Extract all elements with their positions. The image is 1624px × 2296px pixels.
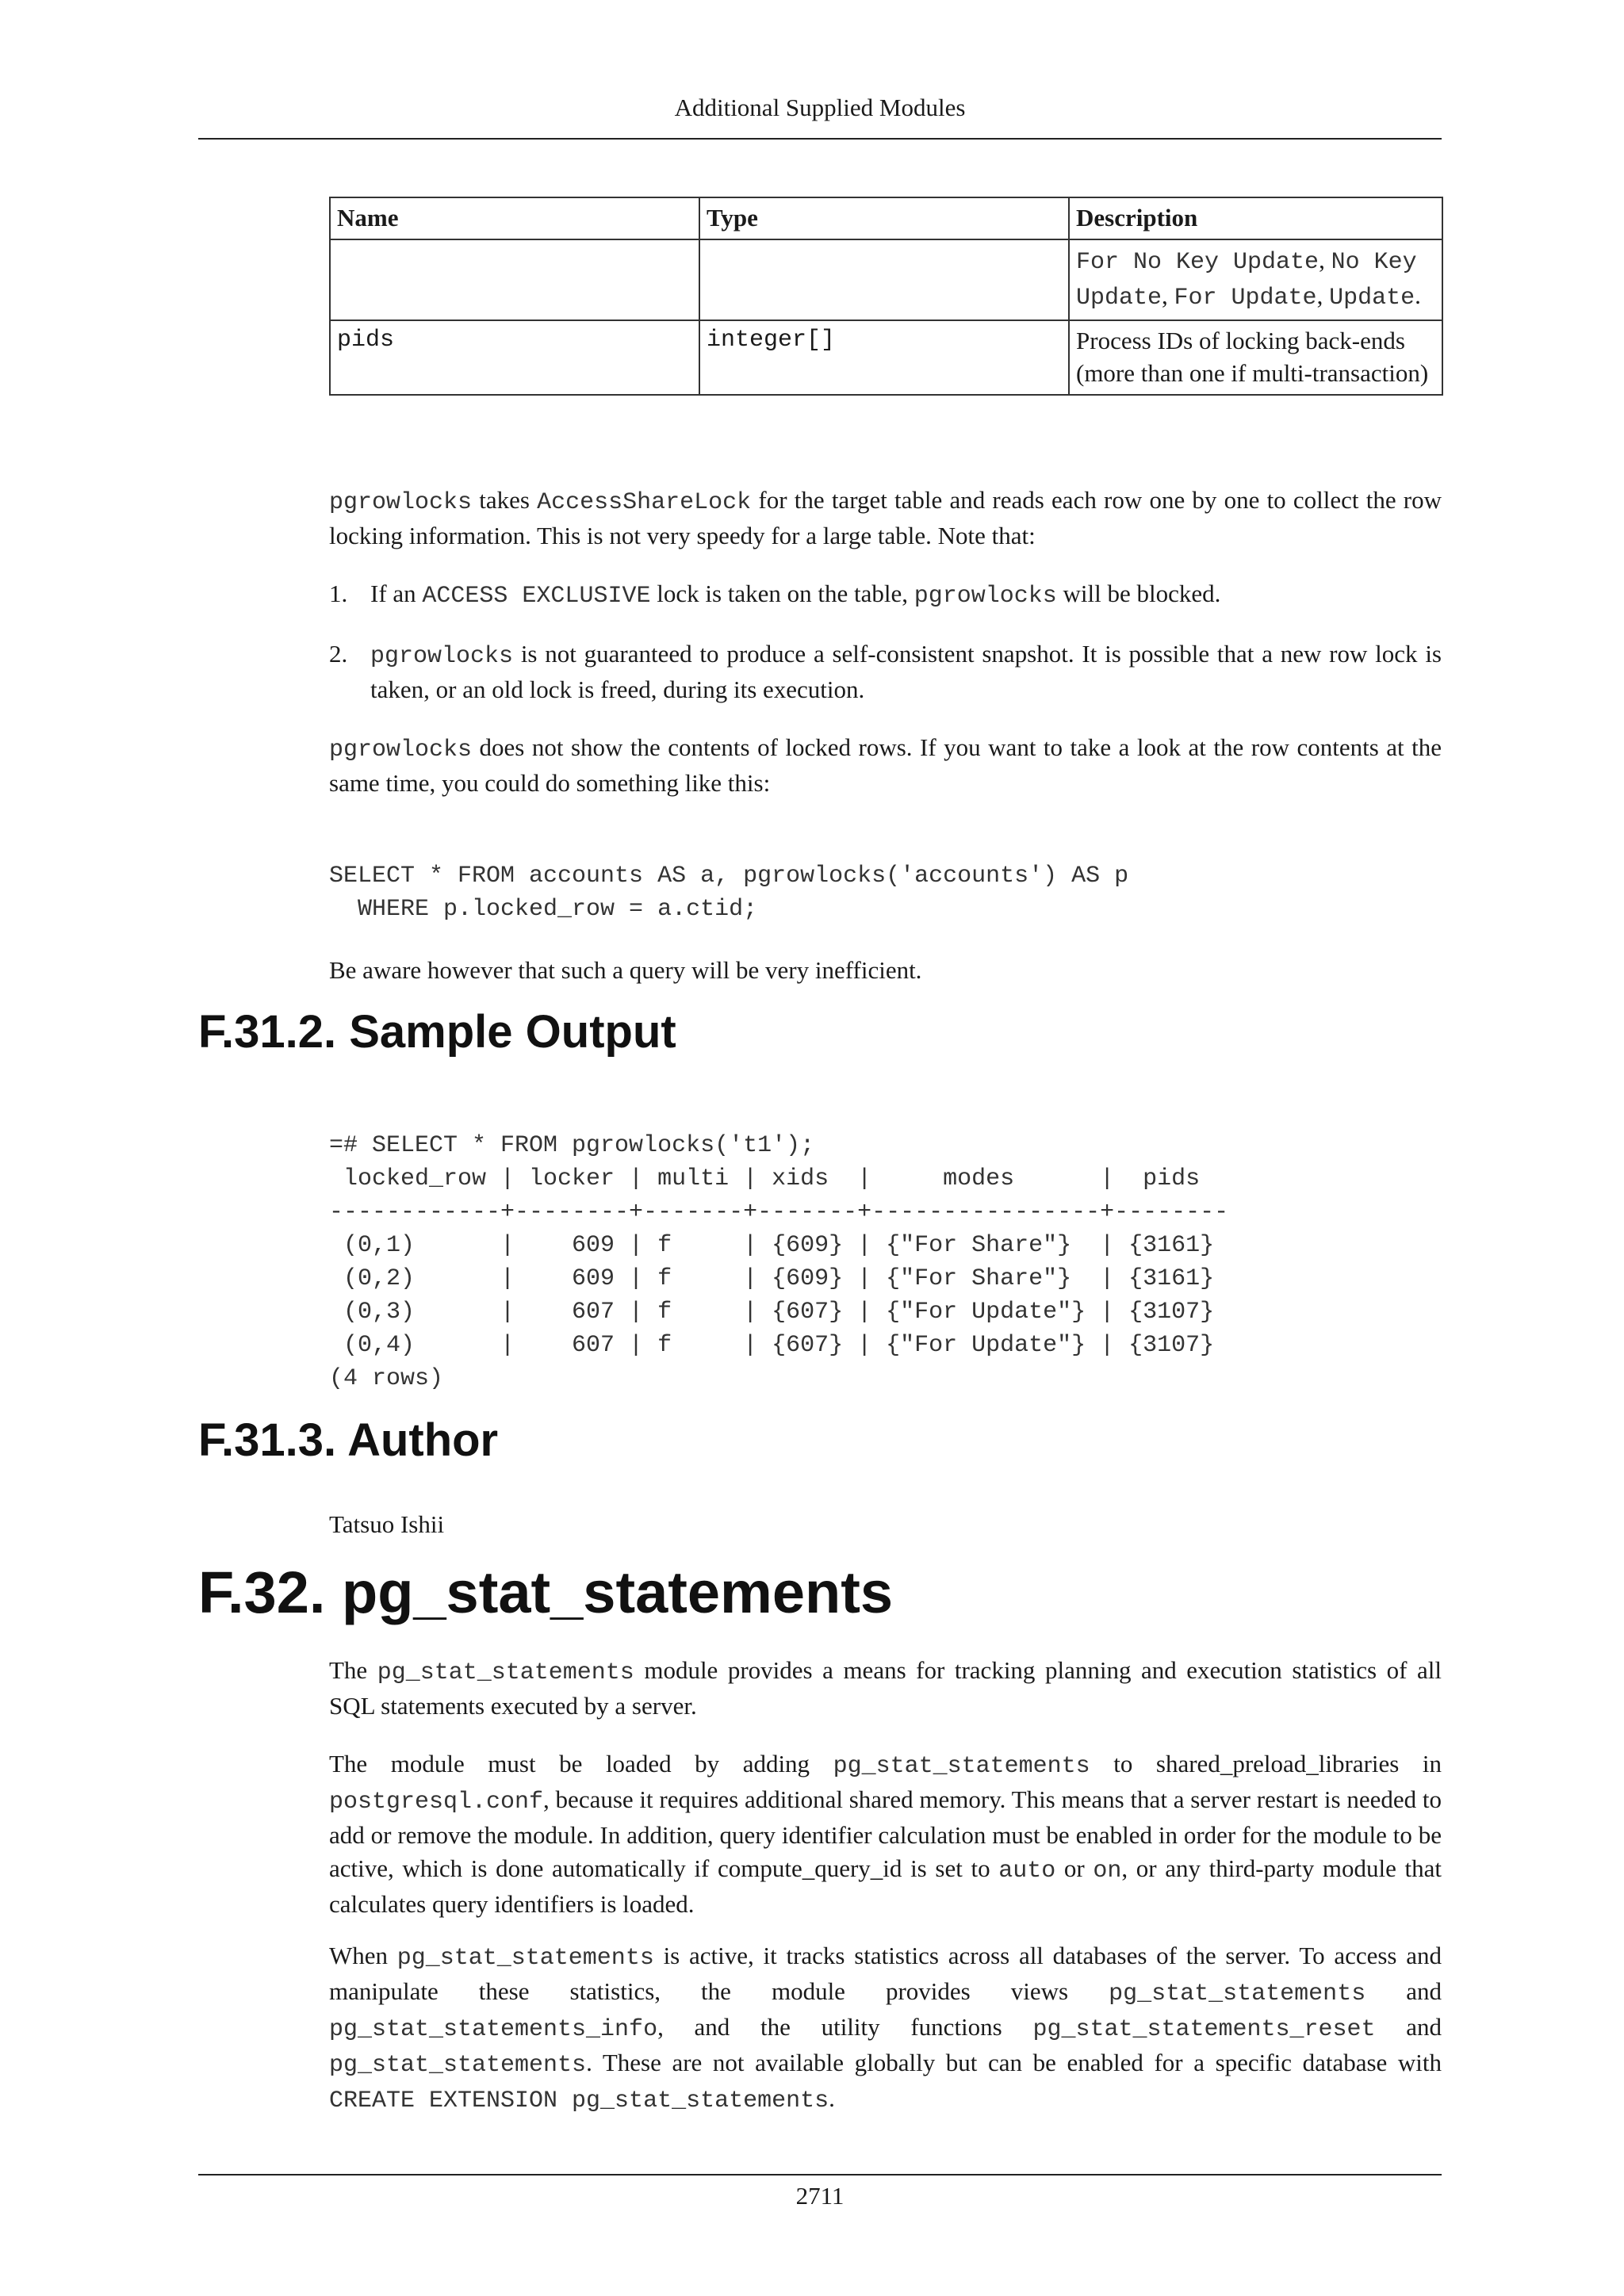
code-access-exclusive: ACCESS EXCLUSIVE	[422, 583, 651, 610]
running-header: Additional Supplied Modules	[674, 94, 966, 121]
code-pg-stat-statements: pg_stat_statements	[833, 1753, 1090, 1780]
text: and	[1375, 2013, 1442, 2041]
author-name: Tatsuo Ishii	[329, 1510, 445, 1538]
code-pgrowlocks: pgrowlocks	[370, 643, 514, 670]
code-accesssharelock: AccessShareLock	[537, 489, 752, 516]
code-pgrowlocks: pgrowlocks	[914, 583, 1057, 610]
mode-for-no-key-update: For No Key Update	[1076, 249, 1320, 276]
text: , or any third-party module that calculates query identifiers is loaded.	[329, 1854, 1442, 1918]
text: and	[1365, 1977, 1442, 2005]
column-header-name: Name	[330, 197, 699, 239]
mode-for-update: For Update	[1174, 285, 1317, 312]
code-auto: auto	[998, 1858, 1056, 1885]
period: .	[1415, 281, 1421, 309]
text: for the target table and reads each row one by one to collect the row locking information. This is not very speedy for a large table. Note that:	[329, 486, 1442, 549]
mode-update: Update	[1329, 285, 1415, 312]
code-postgresql-conf: postgresql.conf	[329, 1789, 544, 1816]
cell-description: Process IDs of locking back-ends (more than one if multi-transaction)	[1069, 320, 1442, 395]
paragraph-pgss-active	[329, 1939, 1442, 2118]
code-pg-stat-statements-reset: pg_stat_statements_reset	[1032, 2016, 1376, 2043]
text: , and the utility functions	[657, 2013, 1033, 2041]
list-body	[370, 637, 1442, 706]
code-block-query: SELECT * FROM accounts AS a, pgrowlocks('accounts') AS p WHERE p.locked_row = a.ctid;	[329, 863, 1129, 923]
code-pg-stat-statements-info: pg_stat_statements_info	[329, 2016, 658, 2043]
paragraph-pgss-intro	[329, 1654, 1442, 1723]
text: , because it requires additional shared memory. This means that a server restart is needed to add or remove the module. In addition, query identifier calculation must be enabled in order for the module to be active, which is done automatically if compute_query_id is set to	[329, 1785, 1442, 1882]
text: When	[329, 1942, 397, 1969]
table-row	[330, 320, 1442, 395]
text: module provides a means for tracking planning and execution statistics of all SQL statements executed by a server.	[329, 1656, 1442, 1720]
code-pgrowlocks: pgrowlocks	[329, 489, 473, 516]
section-heading-pg-stat-statements: F.32. pg_stat_statements	[198, 1559, 894, 1625]
paragraph-locked-rows	[329, 731, 1442, 800]
text: will be blocked.	[1056, 580, 1221, 607]
section-heading-sample-output: F.31.2. Sample Output	[198, 1006, 676, 1058]
cell-name	[330, 239, 699, 320]
cell-type	[699, 239, 1069, 320]
text: to shared_preload_libraries in	[1090, 1750, 1442, 1777]
table-header-row	[330, 197, 1442, 239]
text: is active, it tracks statistics across all databases of the server. To access and manipulate these statistics, the module provides views	[329, 1942, 1442, 2005]
text: The	[329, 1656, 377, 1684]
code-block-sample-output: =# SELECT * FROM pgrowlocks('t1'); locked_row | locker | multi | xids | modes | pids ------------+--------+-------+-------+----------------+-------- (0,1) | 609 | f | {609} | {"For Share"} | {3161} (0,2) | 609 | f | {609} | {"For Share"} | {3161} (0,3) | 607 | f | {607} | {"For Update"} | {3107} (0,4) | 607 | f | {607} | {"For Update"} | {3107} (4 rows)	[329, 1132, 1229, 1392]
code-pg-stat-statements: pg_stat_statements	[396, 1945, 654, 1972]
text: lock is taken on the table,	[650, 580, 914, 607]
code-create-extension: CREATE EXTENSION pg_stat_statements	[329, 2087, 829, 2114]
list-body	[370, 577, 1442, 613]
section-heading-author: F.31.3. Author	[198, 1414, 499, 1466]
separator: ,	[1319, 246, 1331, 274]
footer-rule	[198, 2174, 1442, 2175]
column-header-description: Description	[1069, 197, 1442, 239]
text: The module must be loaded by adding	[329, 1750, 833, 1777]
page-number: 2711	[795, 2182, 845, 2210]
cell-description	[1069, 239, 1442, 320]
header-rule	[198, 138, 1442, 140]
paragraph-pgss-loading	[329, 1747, 1442, 1921]
separator: ,	[1316, 281, 1330, 309]
code-pg-stat-statements: pg_stat_statements	[1109, 1980, 1366, 2007]
text: .	[829, 2084, 835, 2112]
code-on: on	[1093, 1858, 1122, 1885]
cell-name: pids	[330, 320, 699, 395]
list-number: 1.	[329, 580, 348, 607]
pgrowlocks-columns-table	[329, 197, 1443, 396]
list-number: 2.	[329, 640, 348, 668]
code-pgrowlocks: pgrowlocks	[329, 737, 473, 763]
text: . These are not available globally but can be enabled for a specific database with	[586, 2049, 1442, 2076]
text: or	[1055, 1854, 1094, 1882]
text: takes	[472, 486, 538, 514]
text: is not guaranteed to produce a self-consistent snapshot. It is possible that a new row lock is taken, or an old lock is freed, during its execution.	[370, 640, 1442, 703]
code-pg-stat-statements: pg_stat_statements	[329, 2052, 587, 2079]
paragraph-access-share-lock	[329, 484, 1442, 553]
mode-no-key-update: No Key Update	[1076, 249, 1417, 312]
separator: ,	[1162, 281, 1174, 309]
code-pg-stat-statements: pg_stat_statements	[377, 1659, 634, 1686]
column-header-type: Type	[699, 197, 1069, 239]
text: does not show the contents of locked rows. If you want to take a look at the row contents at the same time, you could do something like this:	[329, 733, 1442, 797]
cell-type: integer[]	[699, 320, 1069, 395]
paragraph-inefficient: Be aware however that such a query will be very inefficient.	[329, 956, 922, 984]
table-row	[330, 239, 1442, 320]
text: If an	[370, 580, 423, 607]
